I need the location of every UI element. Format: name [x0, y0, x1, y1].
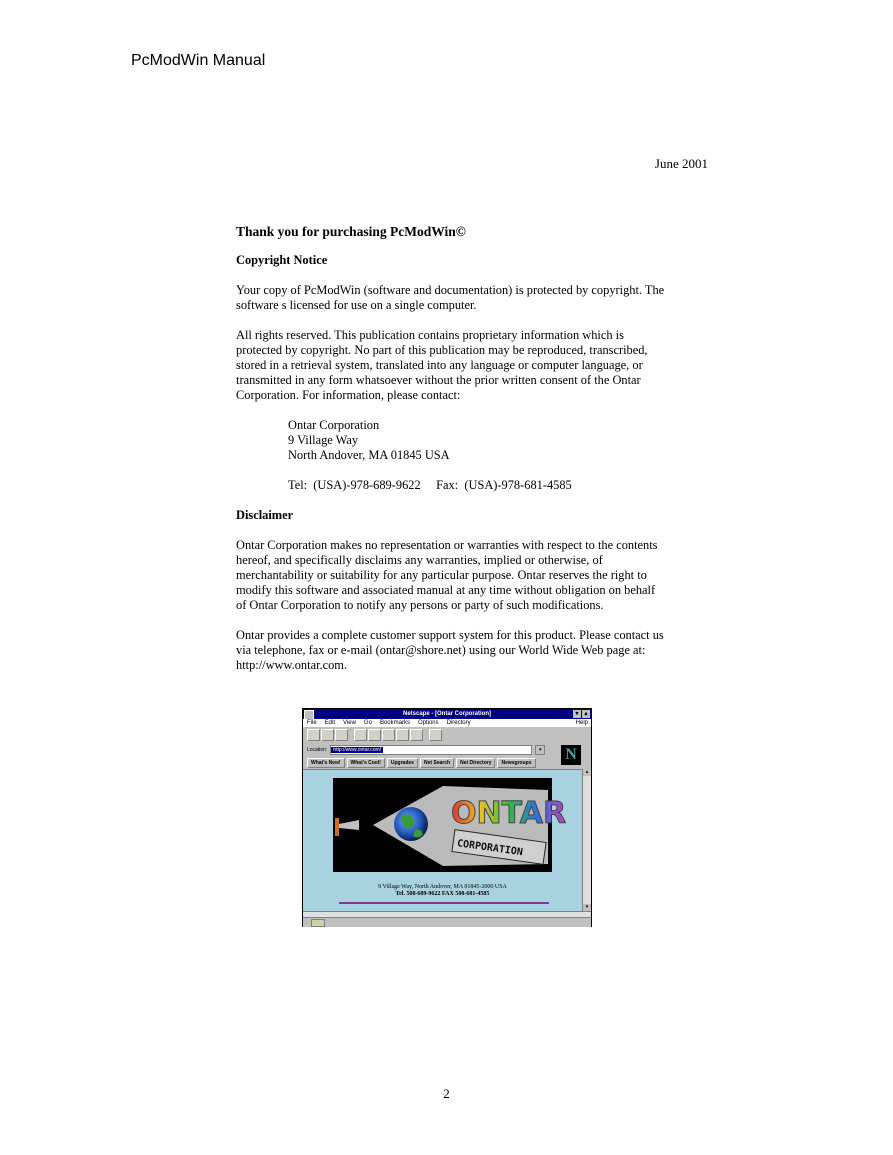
corporation-text: CORPORATION [456, 838, 524, 859]
site-footer-phone: Tel. 508-689-9622 FAX 508-681-4585 [395, 891, 490, 897]
ontar-logo-text: ONTAR [451, 796, 567, 831]
menu-item: View [343, 720, 356, 726]
window-titlebar [303, 709, 591, 719]
print-icon [396, 729, 409, 741]
maximize-icon: ▴ [582, 710, 590, 718]
window-title: Netscape - [Ontar Corporation] [402, 711, 491, 717]
page-body [236, 224, 666, 688]
document-date: June 2001 [654, 156, 708, 171]
page-number: 2 [443, 1086, 450, 1101]
whats-cool-button: What's Cool! [347, 758, 385, 768]
security-key-icon [311, 919, 325, 927]
status-bar [303, 917, 591, 927]
copyright-paragraph-2: All rights reserved. This publication contains proprietary information which is protected by copyright. No part of this publication may be reproduced, transcribed, stored in a retrieval system, translated into any language or computer language, or transmitted in any form whatsoever without the prior written consent of the Ontar Corporation. For information, please contact: [236, 328, 648, 402]
disclaimer-paragraph-1: Ontar Corporation makes no representation or warranties with respect to the contents hereof, and specifically disclaims any warranties, implied or otherwise, of merchantability or suitability for any particular purpose. Ontar reserves the right to modify this software and associated manual at any time without obligation on behalf of Ontar Corporation to notify any persons or party of such modifications. [236, 538, 658, 612]
contact-address [288, 418, 666, 463]
scroll-down-icon: ▾ [583, 904, 591, 911]
upgrades-button: Upgrades [387, 758, 418, 768]
toolbar [303, 727, 591, 742]
stop-icon [429, 729, 442, 741]
ontar-banner [333, 778, 567, 872]
home-icon [335, 729, 348, 741]
menu-item-help: Help [575, 720, 588, 726]
net-search-button: Net Search [420, 758, 454, 768]
vertical-scrollbar [582, 769, 591, 911]
footer-rule [339, 902, 549, 904]
menu-item: Directory [446, 720, 471, 726]
location-label: Location: [307, 747, 328, 753]
directory-buttons [303, 756, 591, 768]
ontar-banner-graphic [333, 778, 567, 872]
whats-new-button: What's New! [307, 758, 345, 768]
url-field [330, 745, 532, 755]
url-dropdown-icon: ▾ [535, 745, 545, 755]
copyright-heading: Copyright Notice [236, 253, 328, 267]
netscape-logo: N [561, 745, 581, 765]
menu-item: Bookmarks [379, 720, 410, 726]
contact-phones: Tel: (USA)-978-689-9622 Fax: (USA)-978-681-4585 [288, 478, 572, 492]
address-line: North Andover, MA 01845 USA [288, 448, 450, 462]
site-footer-address: 9 Village Way, North Andover, MA 01845-2000 USA [378, 884, 507, 890]
newsgroups-button: Newsgroups [497, 758, 535, 768]
copyright-paragraph-1: Your copy of PcModWin (software and documentation) is protected by copyright. The software s licensed for use on a single computer. [236, 283, 665, 312]
open-icon [382, 729, 395, 741]
menu-bar [303, 719, 591, 727]
address-line: Ontar Corporation [288, 418, 380, 432]
netscape-screenshot [302, 708, 592, 927]
back-icon [307, 729, 320, 741]
menu-item: Options [417, 720, 439, 726]
menu-item: File [307, 720, 317, 726]
forward-icon [321, 729, 334, 741]
address-line: 9 Village Way [288, 433, 359, 447]
menu-item: Go [363, 720, 372, 726]
net-directory-button: Net Directory [456, 758, 495, 768]
menu-item: Edit [324, 720, 336, 726]
minimize-icon: ▾ [573, 710, 581, 718]
location-bar [303, 742, 591, 756]
find-icon [410, 729, 423, 741]
disclaimer-paragraph-2: Ontar provides a complete customer support system for this product. Please contact us via telephone, fax or e-mail (ontar@shore.net) using our World Wide Web page at: http://www.ontar.com. [236, 628, 664, 672]
scroll-up-icon: ▴ [583, 769, 591, 776]
page-viewport [303, 769, 582, 912]
url-text: http://www.ontar.com/ [333, 747, 382, 753]
thank-you-heading: Thank you for purchasing PcModWin© [236, 224, 466, 239]
reload-icon [354, 729, 367, 741]
images-icon [368, 729, 381, 741]
running-header: PcModWin Manual [131, 52, 266, 69]
disclaimer-heading: Disclaimer [236, 508, 294, 522]
